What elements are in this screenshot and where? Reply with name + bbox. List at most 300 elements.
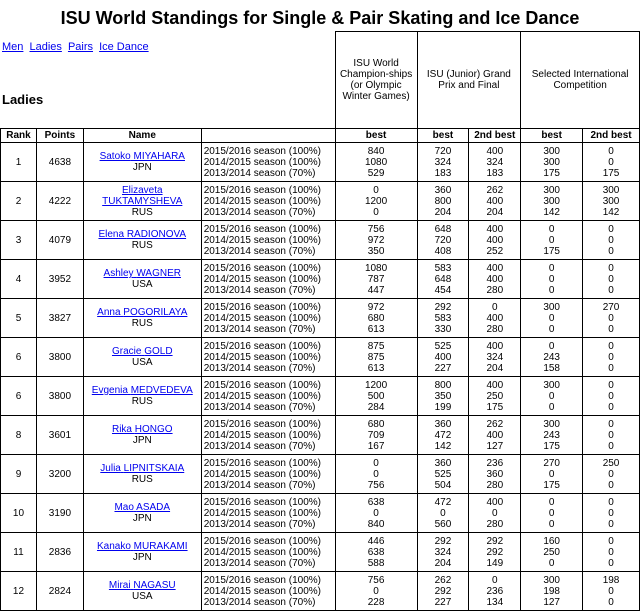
rank-cell: 5 bbox=[1, 299, 37, 338]
score-value: 300 bbox=[543, 574, 560, 586]
rank-cell: 8 bbox=[1, 416, 37, 455]
gp-second-best-cell bbox=[469, 143, 521, 182]
worlds-best-cell bbox=[335, 338, 417, 377]
score-value: 183 bbox=[434, 167, 452, 179]
skater-name-link[interactable] bbox=[92, 385, 193, 396]
skater-last-name: HONGO bbox=[134, 424, 173, 435]
score-value: 360 bbox=[486, 468, 504, 480]
score-value: 0 bbox=[608, 507, 614, 519]
season-label: 2015/2016 season (100%) bbox=[203, 457, 321, 469]
season-cell bbox=[201, 572, 335, 611]
intl-second-best-cell bbox=[583, 182, 640, 221]
score-value: 400 bbox=[486, 496, 504, 508]
points-cell: 4638 bbox=[36, 143, 83, 182]
score-value: 280 bbox=[486, 518, 504, 530]
season-label: 2014/2015 season (100%) bbox=[203, 195, 321, 207]
intl-best-cell bbox=[521, 494, 583, 533]
name-cell bbox=[83, 377, 201, 416]
country-code: RUS bbox=[131, 318, 153, 329]
score-value: 360 bbox=[434, 184, 452, 196]
score-value: 0 bbox=[608, 585, 614, 597]
gp-best-cell bbox=[417, 572, 469, 611]
score-value: 400 bbox=[486, 379, 504, 391]
season-label: 2014/2015 season (100%) bbox=[203, 390, 321, 402]
score-value: 400 bbox=[486, 273, 504, 285]
skater-row bbox=[1, 533, 640, 572]
skater-last-name: TUKTAMYSHEVA bbox=[102, 195, 183, 207]
score-value: 0 bbox=[548, 518, 555, 530]
points-cell: 3800 bbox=[36, 338, 83, 377]
intl-second-best-cell bbox=[583, 143, 640, 182]
season-label: 2014/2015 season (100%) bbox=[203, 351, 321, 363]
gp-second-best-cell bbox=[469, 182, 521, 221]
points-cell: 3827 bbox=[36, 299, 83, 338]
score-value: 720 bbox=[434, 145, 452, 157]
score-value: 400 bbox=[434, 351, 452, 363]
skater-row bbox=[1, 572, 640, 611]
country-code: USA bbox=[131, 279, 153, 290]
score-value: 280 bbox=[486, 479, 504, 491]
season-label: 2015/2016 season (100%) bbox=[203, 418, 321, 430]
intl-second-best-cell bbox=[583, 494, 640, 533]
score-value: 756 bbox=[367, 574, 385, 586]
score-value: 262 bbox=[486, 184, 504, 196]
season-label: 2013/2014 season (70%) bbox=[203, 557, 316, 569]
skater-name-link[interactable] bbox=[114, 502, 170, 513]
score-value: 300 bbox=[543, 195, 560, 207]
score-value: 800 bbox=[434, 379, 452, 391]
gp-second-best-cell bbox=[469, 377, 521, 416]
score-value: 447 bbox=[367, 284, 385, 296]
score-value: 300 bbox=[543, 418, 560, 430]
gp-best-cell bbox=[417, 143, 469, 182]
score-value: 408 bbox=[434, 245, 452, 257]
skater-name-link[interactable] bbox=[112, 424, 173, 435]
score-value: 0 bbox=[608, 223, 614, 235]
skater-first-name: Gracie bbox=[111, 346, 142, 357]
score-value: 0 bbox=[548, 390, 555, 402]
intl-best-cell bbox=[521, 299, 583, 338]
score-value: 280 bbox=[486, 284, 504, 296]
score-value: 800 bbox=[434, 195, 452, 207]
gp-best-cell bbox=[417, 533, 469, 572]
intl-best-cell bbox=[521, 455, 583, 494]
worlds-best-cell bbox=[335, 416, 417, 455]
score-value: 134 bbox=[486, 596, 504, 608]
score-value: 0 bbox=[548, 234, 555, 246]
skater-first-name: Evgenia bbox=[91, 385, 128, 396]
name-cell bbox=[83, 221, 201, 260]
name-cell bbox=[83, 455, 201, 494]
points-cell: 3601 bbox=[36, 416, 83, 455]
score-value: 504 bbox=[434, 479, 452, 491]
score-value: 583 bbox=[434, 312, 452, 324]
score-value: 454 bbox=[434, 284, 452, 296]
points-cell: 4079 bbox=[36, 221, 83, 260]
score-value: 0 bbox=[548, 223, 555, 235]
score-value: 0 bbox=[548, 312, 555, 324]
rank-cell: 10 bbox=[1, 494, 37, 533]
score-value: 648 bbox=[434, 273, 452, 285]
score-value: 840 bbox=[367, 518, 385, 530]
score-value: 360 bbox=[434, 457, 452, 469]
score-value: 324 bbox=[486, 351, 504, 363]
skater-name-link[interactable] bbox=[100, 151, 185, 162]
skater-first-name: Mirai bbox=[108, 580, 131, 591]
score-value: 560 bbox=[434, 518, 452, 530]
season-label: 2013/2014 season (70%) bbox=[203, 362, 316, 374]
name-cell bbox=[83, 416, 201, 455]
intl-second-best-cell bbox=[583, 377, 640, 416]
score-value: 0 bbox=[373, 468, 379, 480]
score-value: 175 bbox=[543, 167, 560, 179]
score-value: 0 bbox=[608, 379, 614, 391]
score-value: 875 bbox=[367, 351, 385, 363]
score-value: 227 bbox=[434, 362, 452, 374]
gp-second-best-cell bbox=[469, 494, 521, 533]
gp-best-cell bbox=[417, 221, 469, 260]
score-value: 0 bbox=[548, 496, 555, 508]
score-value: 756 bbox=[367, 223, 385, 235]
score-value: 175 bbox=[543, 245, 560, 257]
score-value: 127 bbox=[486, 440, 504, 452]
score-value: 284 bbox=[367, 401, 385, 413]
rank-cell: 4 bbox=[1, 260, 37, 299]
score-value: 227 bbox=[434, 596, 452, 608]
skater-name-link[interactable] bbox=[102, 185, 182, 207]
skater-last-name: MURAKAMI bbox=[133, 541, 188, 552]
intl-second-best-cell bbox=[583, 338, 640, 377]
season-cell bbox=[201, 143, 335, 182]
intl-best-cell bbox=[521, 572, 583, 611]
intl-second-best-cell bbox=[583, 572, 640, 611]
intl-best-cell bbox=[521, 221, 583, 260]
column-header-gp-second-best: 2nd best bbox=[469, 129, 521, 143]
column-header-gp-best: best bbox=[417, 129, 469, 143]
score-value: 127 bbox=[543, 596, 560, 608]
score-value: 204 bbox=[486, 362, 504, 374]
column-header-intl-best: best bbox=[521, 129, 583, 143]
score-value: 292 bbox=[486, 546, 504, 558]
gp-second-best-cell bbox=[469, 221, 521, 260]
skater-row bbox=[1, 221, 640, 260]
intl-best-cell bbox=[521, 377, 583, 416]
score-value: 0 bbox=[608, 546, 614, 558]
worlds-best-cell bbox=[335, 143, 417, 182]
season-label: 2013/2014 season (70%) bbox=[203, 323, 316, 335]
score-value: 446 bbox=[367, 535, 385, 547]
skater-name-link[interactable] bbox=[104, 268, 181, 279]
season-label: 2014/2015 season (100%) bbox=[203, 546, 321, 558]
score-value: 0 bbox=[608, 312, 614, 324]
skater-row bbox=[1, 494, 640, 533]
intl-second-best-cell bbox=[583, 299, 640, 338]
season-cell bbox=[201, 416, 335, 455]
gp-second-best-cell bbox=[469, 533, 521, 572]
score-value: 400 bbox=[486, 195, 504, 207]
season-cell bbox=[201, 533, 335, 572]
skater-first-name: Kanako bbox=[96, 541, 131, 552]
skater-name-link[interactable] bbox=[97, 307, 187, 318]
name-cell bbox=[83, 143, 201, 182]
score-value: 280 bbox=[486, 323, 504, 335]
rank-cell: 3 bbox=[1, 221, 37, 260]
skater-last-name: ASADA bbox=[136, 502, 171, 513]
skater-first-name: Elena bbox=[98, 229, 125, 240]
season-label: 2015/2016 season (100%) bbox=[203, 574, 321, 586]
gp-second-best-cell bbox=[469, 338, 521, 377]
group-header-worlds: ISU World Champion-ships (or Olympic Winter Games) bbox=[335, 32, 417, 129]
country-code: RUS bbox=[131, 206, 153, 218]
group-header-grand-prix: ISU (Junior) Grand Prix and Final bbox=[417, 32, 521, 129]
score-value: 0 bbox=[608, 323, 614, 335]
score-value: 262 bbox=[434, 574, 452, 586]
season-label: 2015/2016 season (100%) bbox=[203, 340, 321, 352]
page-title: ISU World Standings for Single & Pair Skating and Ice Dance bbox=[60, 8, 580, 28]
score-value: 270 bbox=[543, 457, 560, 469]
season-label: 2014/2015 season (100%) bbox=[203, 156, 321, 168]
rank-cell: 11 bbox=[1, 533, 37, 572]
nav-link-pairs[interactable]: Pairs bbox=[67, 41, 94, 53]
skater-row bbox=[1, 455, 640, 494]
country-code: USA bbox=[131, 591, 153, 602]
worlds-best-cell bbox=[335, 494, 417, 533]
points-cell: 3952 bbox=[36, 260, 83, 299]
score-value: 198 bbox=[602, 574, 620, 586]
score-value: 0 bbox=[548, 323, 555, 335]
column-header-season bbox=[201, 129, 335, 143]
season-cell bbox=[201, 221, 335, 260]
score-value: 756 bbox=[367, 479, 385, 491]
season-label: 2014/2015 season (100%) bbox=[203, 468, 321, 480]
score-value: 525 bbox=[434, 468, 452, 480]
score-value: 720 bbox=[434, 234, 452, 246]
score-value: 175 bbox=[602, 167, 620, 179]
name-cell bbox=[83, 533, 201, 572]
season-label: 2015/2016 season (100%) bbox=[203, 262, 321, 274]
score-value: 613 bbox=[367, 362, 385, 374]
score-value: 300 bbox=[543, 184, 560, 196]
season-cell bbox=[201, 377, 335, 416]
season-label: 2014/2015 season (100%) bbox=[203, 429, 321, 441]
score-value: 300 bbox=[543, 379, 560, 391]
intl-second-best-cell bbox=[583, 221, 640, 260]
skater-last-name: MIYAHARA bbox=[133, 151, 185, 162]
score-value: 0 bbox=[373, 206, 379, 218]
country-code: JPN bbox=[132, 435, 152, 446]
score-value: 0 bbox=[608, 518, 614, 530]
season-label: 2015/2016 season (100%) bbox=[203, 496, 321, 508]
score-value: 0 bbox=[608, 362, 614, 374]
score-value: 0 bbox=[548, 557, 555, 569]
score-value: 0 bbox=[608, 273, 614, 285]
gp-best-cell bbox=[417, 182, 469, 221]
score-value: 680 bbox=[367, 312, 385, 324]
score-value: 198 bbox=[543, 585, 560, 597]
skater-row bbox=[1, 260, 640, 299]
gp-best-cell bbox=[417, 338, 469, 377]
rank-cell: 9 bbox=[1, 455, 37, 494]
score-value: 324 bbox=[434, 156, 452, 168]
score-value: 300 bbox=[602, 195, 620, 207]
score-value: 0 bbox=[608, 340, 614, 352]
score-value: 588 bbox=[367, 557, 385, 569]
score-value: 300 bbox=[543, 301, 560, 313]
score-value: 0 bbox=[608, 401, 614, 413]
score-value: 270 bbox=[602, 301, 620, 313]
standings-table bbox=[0, 31, 640, 611]
skater-first-name: Satoko bbox=[99, 151, 131, 162]
season-label: 2014/2015 season (100%) bbox=[203, 234, 321, 246]
score-value: 324 bbox=[486, 156, 504, 168]
skater-name-link[interactable] bbox=[109, 580, 176, 591]
score-value: 500 bbox=[367, 390, 385, 402]
score-value: 1200 bbox=[364, 379, 388, 391]
gp-second-best-cell bbox=[469, 572, 521, 611]
points-cell: 3800 bbox=[36, 377, 83, 416]
score-value: 330 bbox=[434, 323, 452, 335]
score-value: 142 bbox=[434, 440, 452, 452]
score-value: 250 bbox=[486, 390, 504, 402]
score-value: 0 bbox=[608, 262, 614, 274]
score-value: 292 bbox=[486, 535, 504, 547]
season-label: 2015/2016 season (100%) bbox=[203, 223, 321, 235]
score-value: 228 bbox=[367, 596, 385, 608]
gp-second-best-cell bbox=[469, 416, 521, 455]
score-value: 0 bbox=[608, 351, 614, 363]
score-value: 0 bbox=[373, 457, 379, 469]
score-value: 350 bbox=[367, 245, 385, 257]
score-value: 0 bbox=[608, 284, 614, 296]
skater-name-link[interactable] bbox=[98, 229, 186, 240]
intl-second-best-cell bbox=[583, 533, 640, 572]
name-cell bbox=[83, 572, 201, 611]
season-label: 2013/2014 season (70%) bbox=[203, 167, 316, 179]
score-value: 160 bbox=[543, 535, 560, 547]
score-value: 0 bbox=[373, 184, 379, 196]
score-value: 0 bbox=[440, 507, 446, 519]
score-value: 167 bbox=[367, 440, 385, 452]
season-label: 2015/2016 season (100%) bbox=[203, 184, 321, 196]
score-value: 300 bbox=[602, 184, 620, 196]
gp-best-cell bbox=[417, 455, 469, 494]
score-value: 300 bbox=[543, 156, 560, 168]
skater-row bbox=[1, 143, 640, 182]
score-value: 0 bbox=[608, 535, 614, 547]
season-label: 2015/2016 season (100%) bbox=[203, 535, 321, 547]
nav-link-ladies[interactable]: Ladies bbox=[29, 41, 62, 53]
skater-name-link[interactable] bbox=[97, 541, 188, 552]
score-value: 236 bbox=[486, 585, 504, 597]
score-value: 400 bbox=[486, 429, 504, 441]
score-value: 199 bbox=[434, 401, 452, 413]
score-value: 0 bbox=[608, 596, 614, 608]
season-label: 2015/2016 season (100%) bbox=[203, 379, 321, 391]
score-value: 0 bbox=[373, 507, 379, 519]
column-header-worlds-best: best bbox=[335, 129, 417, 143]
season-cell bbox=[201, 338, 335, 377]
gp-second-best-cell bbox=[469, 260, 521, 299]
season-label: 2014/2015 season (100%) bbox=[203, 585, 321, 597]
intl-best-cell bbox=[521, 143, 583, 182]
score-value: 0 bbox=[548, 262, 555, 274]
skater-row bbox=[1, 299, 640, 338]
score-value: 472 bbox=[434, 429, 452, 441]
season-cell bbox=[201, 260, 335, 299]
score-value: 236 bbox=[486, 457, 504, 469]
score-value: 1200 bbox=[364, 195, 388, 207]
score-value: 638 bbox=[367, 546, 385, 558]
score-value: 0 bbox=[548, 273, 555, 285]
score-value: 175 bbox=[486, 401, 504, 413]
column-header-name: Name bbox=[83, 129, 201, 143]
skater-first-name: Anna bbox=[97, 307, 121, 318]
intl-best-cell bbox=[521, 260, 583, 299]
skater-last-name: NAGASU bbox=[133, 580, 176, 591]
skater-name-link[interactable] bbox=[112, 346, 173, 357]
country-code: RUS bbox=[131, 240, 153, 251]
score-value: 360 bbox=[434, 418, 452, 430]
nav-link-men[interactable]: Men bbox=[2, 41, 24, 53]
rank-cell: 1 bbox=[1, 143, 37, 182]
score-value: 243 bbox=[543, 351, 560, 363]
group-header-international: Selected International Competition bbox=[521, 32, 640, 129]
score-value: 324 bbox=[434, 546, 452, 558]
points-cell: 4222 bbox=[36, 182, 83, 221]
rank-cell: 6 bbox=[1, 338, 37, 377]
score-value: 972 bbox=[367, 301, 385, 313]
score-value: 400 bbox=[486, 340, 504, 352]
score-value: 158 bbox=[543, 362, 560, 374]
score-value: 0 bbox=[608, 245, 614, 257]
skater-name-link[interactable] bbox=[100, 463, 184, 474]
score-value: 0 bbox=[608, 468, 614, 480]
score-value: 583 bbox=[434, 262, 452, 274]
score-value: 400 bbox=[486, 145, 504, 157]
score-value: 0 bbox=[608, 429, 614, 441]
gp-best-cell bbox=[417, 260, 469, 299]
score-value: 400 bbox=[486, 223, 504, 235]
score-value: 0 bbox=[492, 507, 498, 519]
column-header-intl-second-best: 2nd best bbox=[583, 129, 640, 143]
score-value: 400 bbox=[486, 234, 504, 246]
worlds-best-cell bbox=[335, 299, 417, 338]
intl-best-cell bbox=[521, 533, 583, 572]
skater-last-name: RADIONOVA bbox=[126, 229, 187, 240]
points-cell: 2836 bbox=[36, 533, 83, 572]
score-value: 252 bbox=[486, 245, 504, 257]
season-label: 2013/2014 season (70%) bbox=[203, 440, 316, 452]
nav-link-ice-dance[interactable]: Ice Dance bbox=[99, 41, 149, 53]
score-value: 262 bbox=[486, 418, 504, 430]
intl-best-cell bbox=[521, 416, 583, 455]
country-code: RUS bbox=[131, 396, 153, 407]
score-value: 0 bbox=[548, 284, 555, 296]
skater-last-name: MEDVEDEVA bbox=[130, 385, 193, 396]
season-label: 2015/2016 season (100%) bbox=[203, 145, 321, 157]
country-code: JPN bbox=[132, 552, 152, 563]
score-value: 175 bbox=[543, 440, 560, 452]
score-value: 0 bbox=[548, 468, 555, 480]
score-value: 613 bbox=[367, 323, 385, 335]
season-label: 2013/2014 season (70%) bbox=[203, 206, 316, 218]
rank-cell: 6 bbox=[1, 377, 37, 416]
gp-best-cell bbox=[417, 494, 469, 533]
skater-first-name: Julia bbox=[100, 463, 121, 474]
score-value: 300 bbox=[543, 145, 560, 157]
score-value: 709 bbox=[367, 429, 385, 441]
season-label: 2013/2014 season (70%) bbox=[203, 596, 316, 608]
